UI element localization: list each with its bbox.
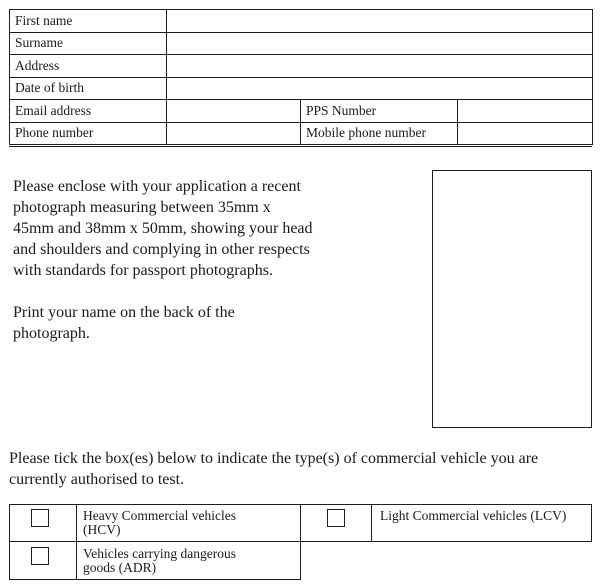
hcv-label xyxy=(83,509,236,537)
address-field[interactable] xyxy=(167,55,593,78)
lcv-label-cell xyxy=(371,504,592,542)
lcv-checkbox-cell xyxy=(300,504,372,542)
pps-field[interactable] xyxy=(458,100,593,123)
phone-row xyxy=(10,122,593,145)
adr-label-line2: goods (ADR) xyxy=(83,560,157,575)
photo-placeholder-box[interactable] xyxy=(432,170,592,428)
lcv-label xyxy=(380,509,566,523)
first-name-label: First name xyxy=(10,10,167,33)
hcv-label-cell xyxy=(76,504,301,542)
adr-label-line1: Vehicles carrying dangerous xyxy=(83,546,236,561)
lcv-checkbox[interactable] xyxy=(327,509,345,527)
email-pps-row xyxy=(10,100,593,123)
adr-label xyxy=(83,547,236,575)
hcv-label-line1: Heavy Commercial vehicles xyxy=(83,508,236,523)
address-label: Address xyxy=(10,55,167,78)
pps-label: PPS Number xyxy=(301,100,458,123)
surname-field[interactable] xyxy=(167,32,593,55)
address-row xyxy=(10,55,593,78)
adr-checkbox[interactable] xyxy=(31,547,49,565)
first-name-row xyxy=(10,10,593,33)
surname-label: Surname xyxy=(10,32,167,55)
lcv-label-line1: Light Commercial vehicles (LCV) xyxy=(380,508,567,523)
section-divider xyxy=(9,146,592,147)
hcv-checkbox-cell xyxy=(9,504,77,542)
mobile-label: Mobile phone number xyxy=(301,122,458,145)
hcv-label-line2: (HCV) xyxy=(83,522,121,537)
date-of-birth-row xyxy=(10,77,593,100)
photo-name-note: Print your name on the back of the photograph. xyxy=(13,304,235,342)
email-field[interactable] xyxy=(167,100,301,123)
vehicle-type-table xyxy=(9,504,592,580)
mobile-field[interactable] xyxy=(458,122,593,145)
email-label: Email address xyxy=(10,100,167,123)
personal-details-table xyxy=(9,9,593,145)
photo-instructions xyxy=(13,176,313,365)
phone-label: Phone number xyxy=(10,122,167,145)
first-name-field[interactable] xyxy=(167,10,593,33)
phone-field[interactable] xyxy=(167,122,301,145)
adr-checkbox-cell xyxy=(9,541,77,580)
date-of-birth-label: Date of birth xyxy=(10,77,167,100)
hcv-checkbox[interactable] xyxy=(31,509,49,527)
date-of-birth-field[interactable] xyxy=(167,77,593,100)
vehicle-type-instruction: Please tick the box(es) below to indicate the type(s) of commercial vehicle you are currently authorised to test. xyxy=(9,450,539,488)
photo-requirements-text: Please enclose with your application a recent photograph measuring between 35mm x 45mm and 38mm x 50mm, showing your head and shoulders and complying in other respects with standards for passport photographs. xyxy=(13,178,313,279)
adr-label-cell xyxy=(76,541,301,580)
surname-row xyxy=(10,32,593,55)
